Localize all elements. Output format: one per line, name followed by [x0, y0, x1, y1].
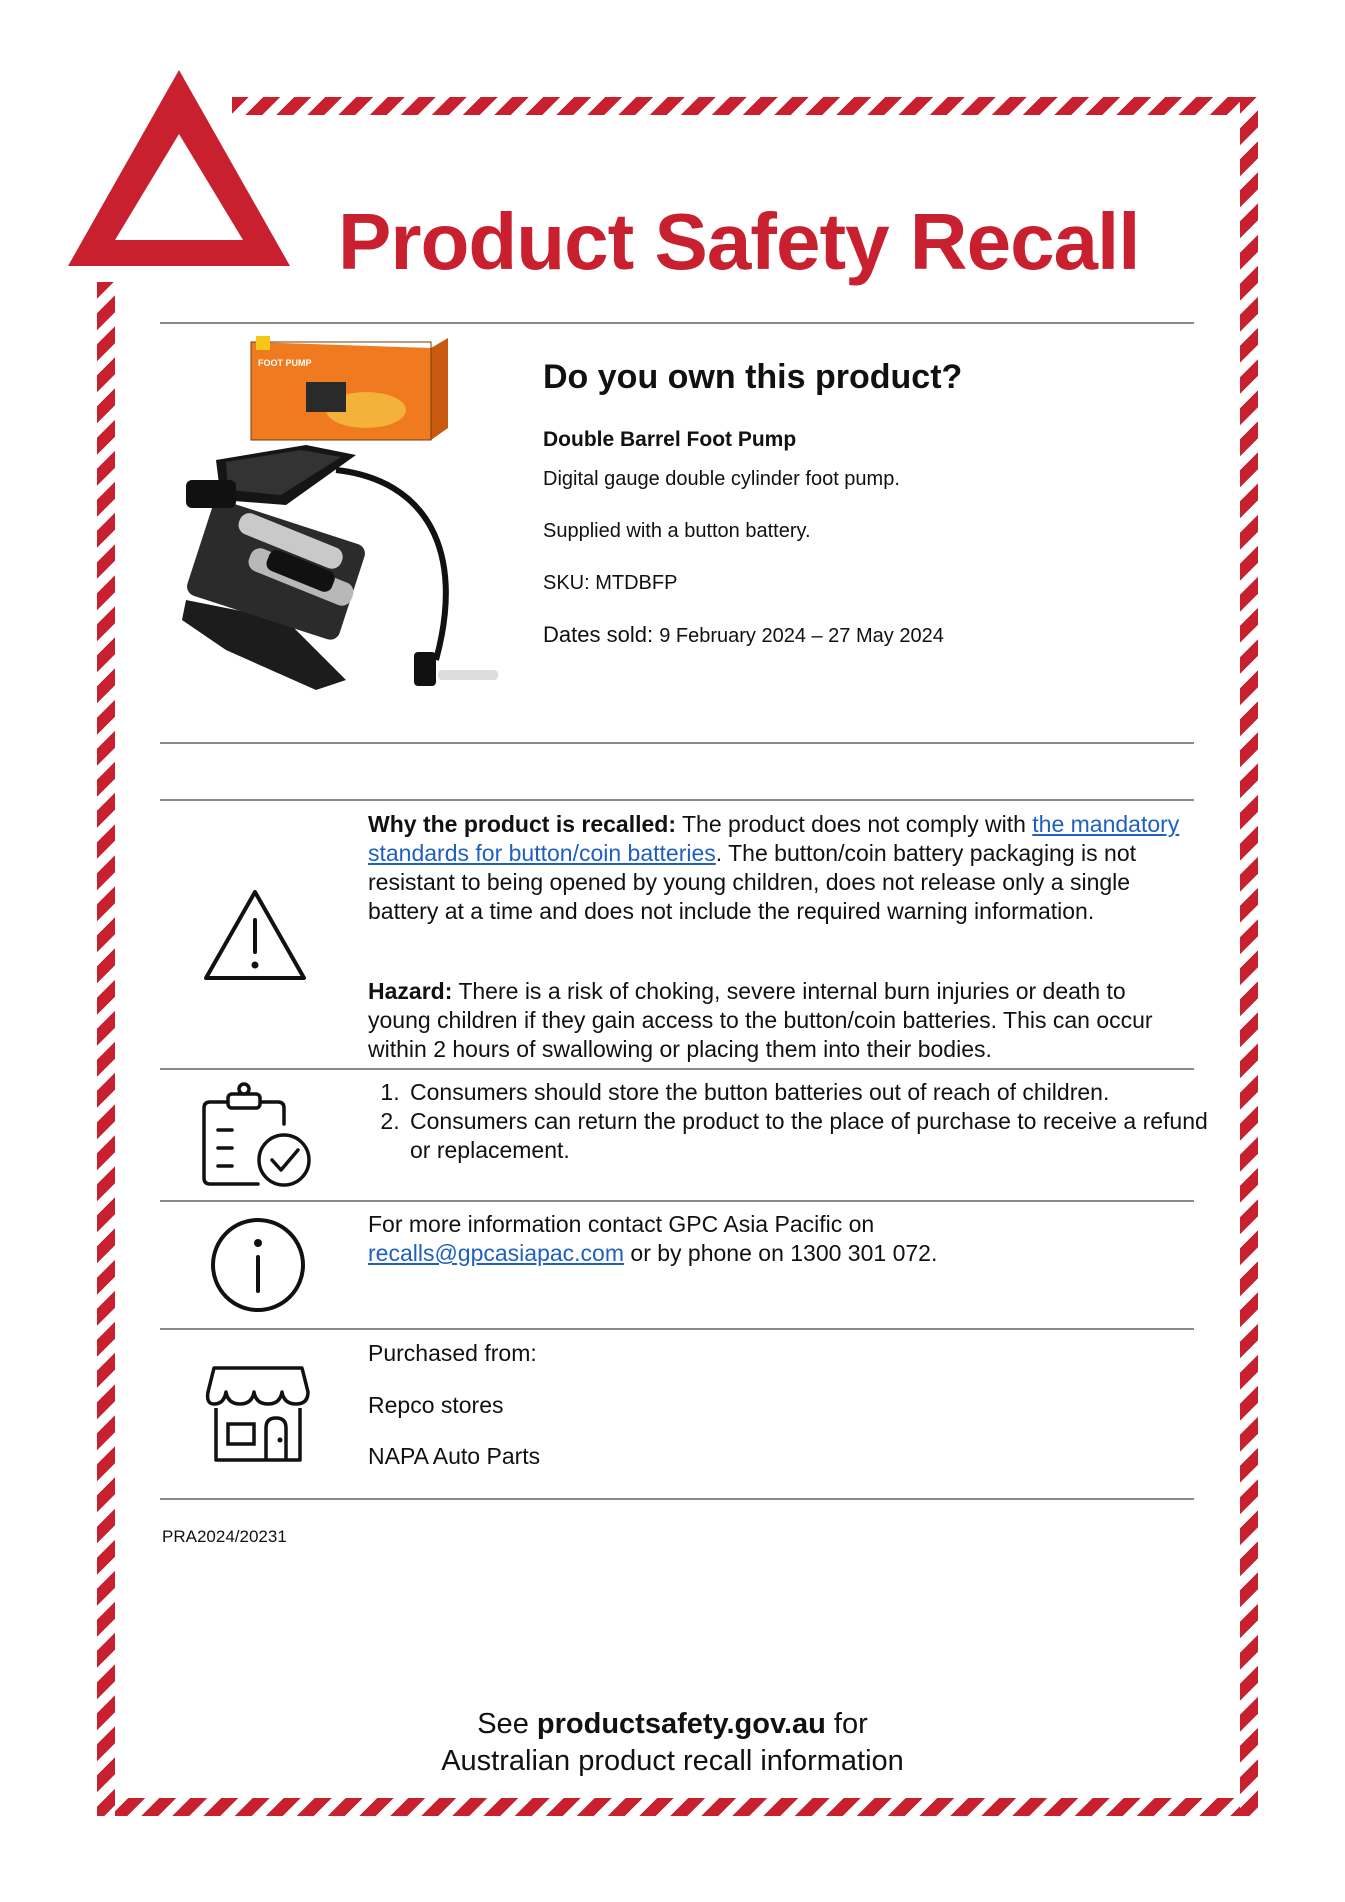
footer-for: for	[833, 1708, 868, 1740]
list-item: 2. Consumers can return the product to the place of purchase to receive a refund or replacement.	[406, 1107, 1226, 1165]
store-item: Repco stores	[368, 1392, 504, 1418]
product-sku: SKU: MTDBFP	[543, 572, 678, 594]
product-description: Digital gauge double cylinder foot pump.	[543, 468, 900, 490]
border-top	[232, 97, 1258, 115]
divider	[160, 1068, 1194, 1070]
footer-see: See	[477, 1708, 529, 1740]
why-text-after: . The button/coin battery packaging is not resistant to being opened by young children, does not release only a single battery at a time and does not include the required warning information.	[368, 840, 1136, 924]
dates-label: Dates sold:	[543, 622, 654, 647]
alert-icon	[200, 886, 310, 986]
info-icon	[208, 1215, 308, 1315]
contact-phone-text: or by phone on 1300 301 072.	[630, 1240, 938, 1266]
why-recalled	[368, 810, 1188, 926]
clipboard-check-icon	[200, 1080, 315, 1190]
contact-text: For more information contact GPC Asia Pacific on	[368, 1211, 875, 1237]
action-list	[368, 1078, 1226, 1165]
footer-line-2: Australian product recall information	[441, 1745, 904, 1777]
recall-reference: PRA2024/20231	[162, 1527, 287, 1546]
purchased-from-label: Purchased from:	[368, 1340, 537, 1366]
divider	[160, 322, 1194, 324]
hazard	[368, 977, 1188, 1064]
divider	[160, 1498, 1194, 1500]
border-right	[1240, 97, 1258, 1816]
hazard-label: Hazard:	[368, 978, 453, 1004]
box-label: FOOT PUMP	[258, 358, 312, 368]
why-text: The product does not comply with	[681, 811, 1026, 837]
border-left	[97, 282, 115, 1816]
standards-link[interactable]: the mandatory standards for button/coin batteries	[368, 811, 1180, 866]
hazard-text: There is a risk of choking, severe internal burn injuries or death to young children if they gain access to the button/coin batteries. This can occur within 2 hours of swallowing or placing them into their bodies.	[368, 978, 1153, 1062]
dates-sold	[543, 622, 944, 648]
divider	[160, 1328, 1194, 1330]
email-link[interactable]: recalls@gpcasiapac.com	[368, 1240, 625, 1266]
footer	[0, 1706, 1345, 1780]
battery-note: Supplied with a button battery.	[543, 520, 811, 542]
store-icon	[204, 1362, 312, 1466]
divider	[160, 742, 1194, 744]
divider	[160, 1200, 1194, 1202]
divider	[160, 799, 1194, 801]
product-name: Double Barrel Foot Pump	[543, 428, 797, 451]
store-item: NAPA Auto Parts	[368, 1443, 541, 1469]
contact-info	[368, 1210, 1188, 1268]
product-question: Do you own this product?	[543, 358, 963, 396]
warning-triangle-icon	[60, 62, 298, 272]
list-item: 1. Consumers should store the button batteries out of reach of children.	[406, 1078, 1226, 1107]
why-label: Why the product is recalled:	[368, 811, 676, 837]
dates-value: 9 February 2024 – 27 May 2024	[659, 625, 944, 647]
border-bottom	[97, 1798, 1258, 1816]
page-title: Product Safety Recall	[338, 197, 1140, 286]
footer-line-1	[0, 1706, 1345, 1743]
product-image	[166, 330, 526, 710]
footer-site-link[interactable]: productsafety.gov.au	[536, 1708, 826, 1740]
